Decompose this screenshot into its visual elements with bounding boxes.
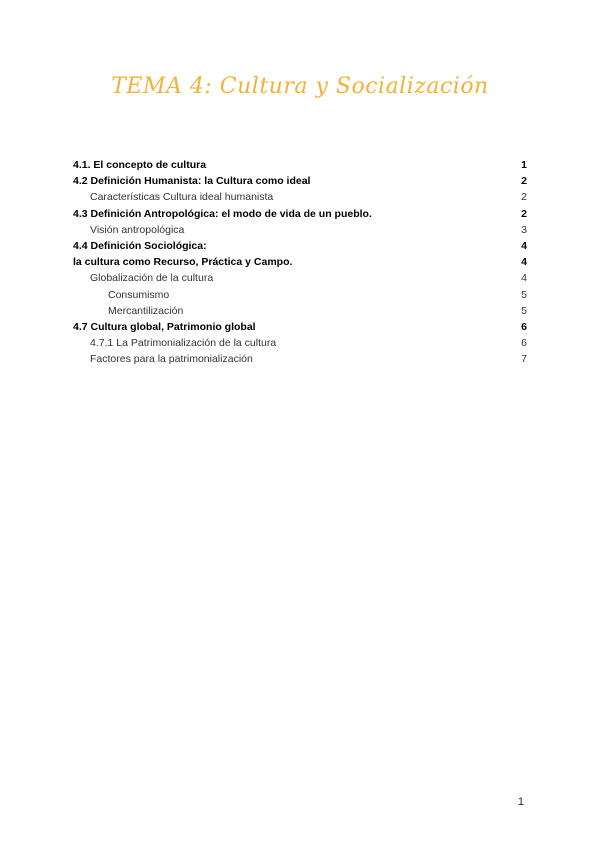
page-title: TEMA 4: Cultura y Socialización xyxy=(111,74,489,99)
toc-entry[interactable] xyxy=(73,189,527,205)
toc-entry[interactable] xyxy=(73,351,527,367)
toc-entry[interactable] xyxy=(73,319,527,335)
toc-entry-text: Características Cultura ideal humanista xyxy=(90,191,274,204)
toc-entry[interactable] xyxy=(73,303,527,319)
toc-entry[interactable] xyxy=(73,157,527,173)
toc-entry-text: 4.7.1 La Patrimonialización de la cultura xyxy=(90,337,277,350)
toc-entry-page: 7 xyxy=(521,353,527,366)
toc-entry-page: 6 xyxy=(521,320,527,333)
toc-entry-page: 5 xyxy=(521,304,527,317)
toc-entry-text: Mercantilización xyxy=(108,304,184,317)
toc-entry-text: Visión antropológica xyxy=(90,223,185,236)
toc-entry-page: 6 xyxy=(521,337,527,350)
toc-entry-text: 4.4 Definición Sociológica: xyxy=(73,239,207,252)
toc-entry-page: 5 xyxy=(521,288,527,301)
toc-entry-text: Consumismo xyxy=(108,288,170,301)
toc-entry-page: 3 xyxy=(521,223,527,236)
toc-entry[interactable] xyxy=(73,206,527,222)
table-of-contents xyxy=(73,157,527,367)
toc-entry-text: Factores para la patrimonialización xyxy=(90,353,253,366)
toc-entry-page: 4 xyxy=(521,256,527,269)
toc-entry-page: 1 xyxy=(521,159,527,171)
toc-entry[interactable] xyxy=(73,222,527,238)
toc-entry-page: 2 xyxy=(521,175,527,188)
toc-entry-text: 4.7 Cultura global, Patrimonio global xyxy=(73,320,256,333)
toc-entry-page: 2 xyxy=(521,191,527,204)
toc-entry[interactable] xyxy=(73,238,527,254)
page-number: 1 xyxy=(517,796,524,808)
toc-entry-page: 4 xyxy=(521,272,527,285)
toc-entry[interactable] xyxy=(73,173,527,189)
toc-entry-page: 2 xyxy=(521,207,527,220)
toc-entry-text: 4.3 Definición Antropológica: el modo de vida de un pueblo. xyxy=(73,207,372,220)
toc-entry[interactable] xyxy=(73,270,527,286)
toc-entry-page: 4 xyxy=(521,239,527,252)
toc-entry[interactable] xyxy=(73,335,527,351)
toc-entry[interactable] xyxy=(73,254,527,270)
toc-entry-text: 4.1. El concepto de cultura xyxy=(73,159,207,171)
toc-entry[interactable] xyxy=(73,287,527,303)
toc-entry-text: 4.2 Definición Humanista: la Cultura como ideal xyxy=(73,175,311,188)
toc-entry-text: la cultura como Recurso, Práctica y Campo. xyxy=(73,256,293,269)
toc-entry-text: Globalización de la cultura xyxy=(90,272,214,285)
